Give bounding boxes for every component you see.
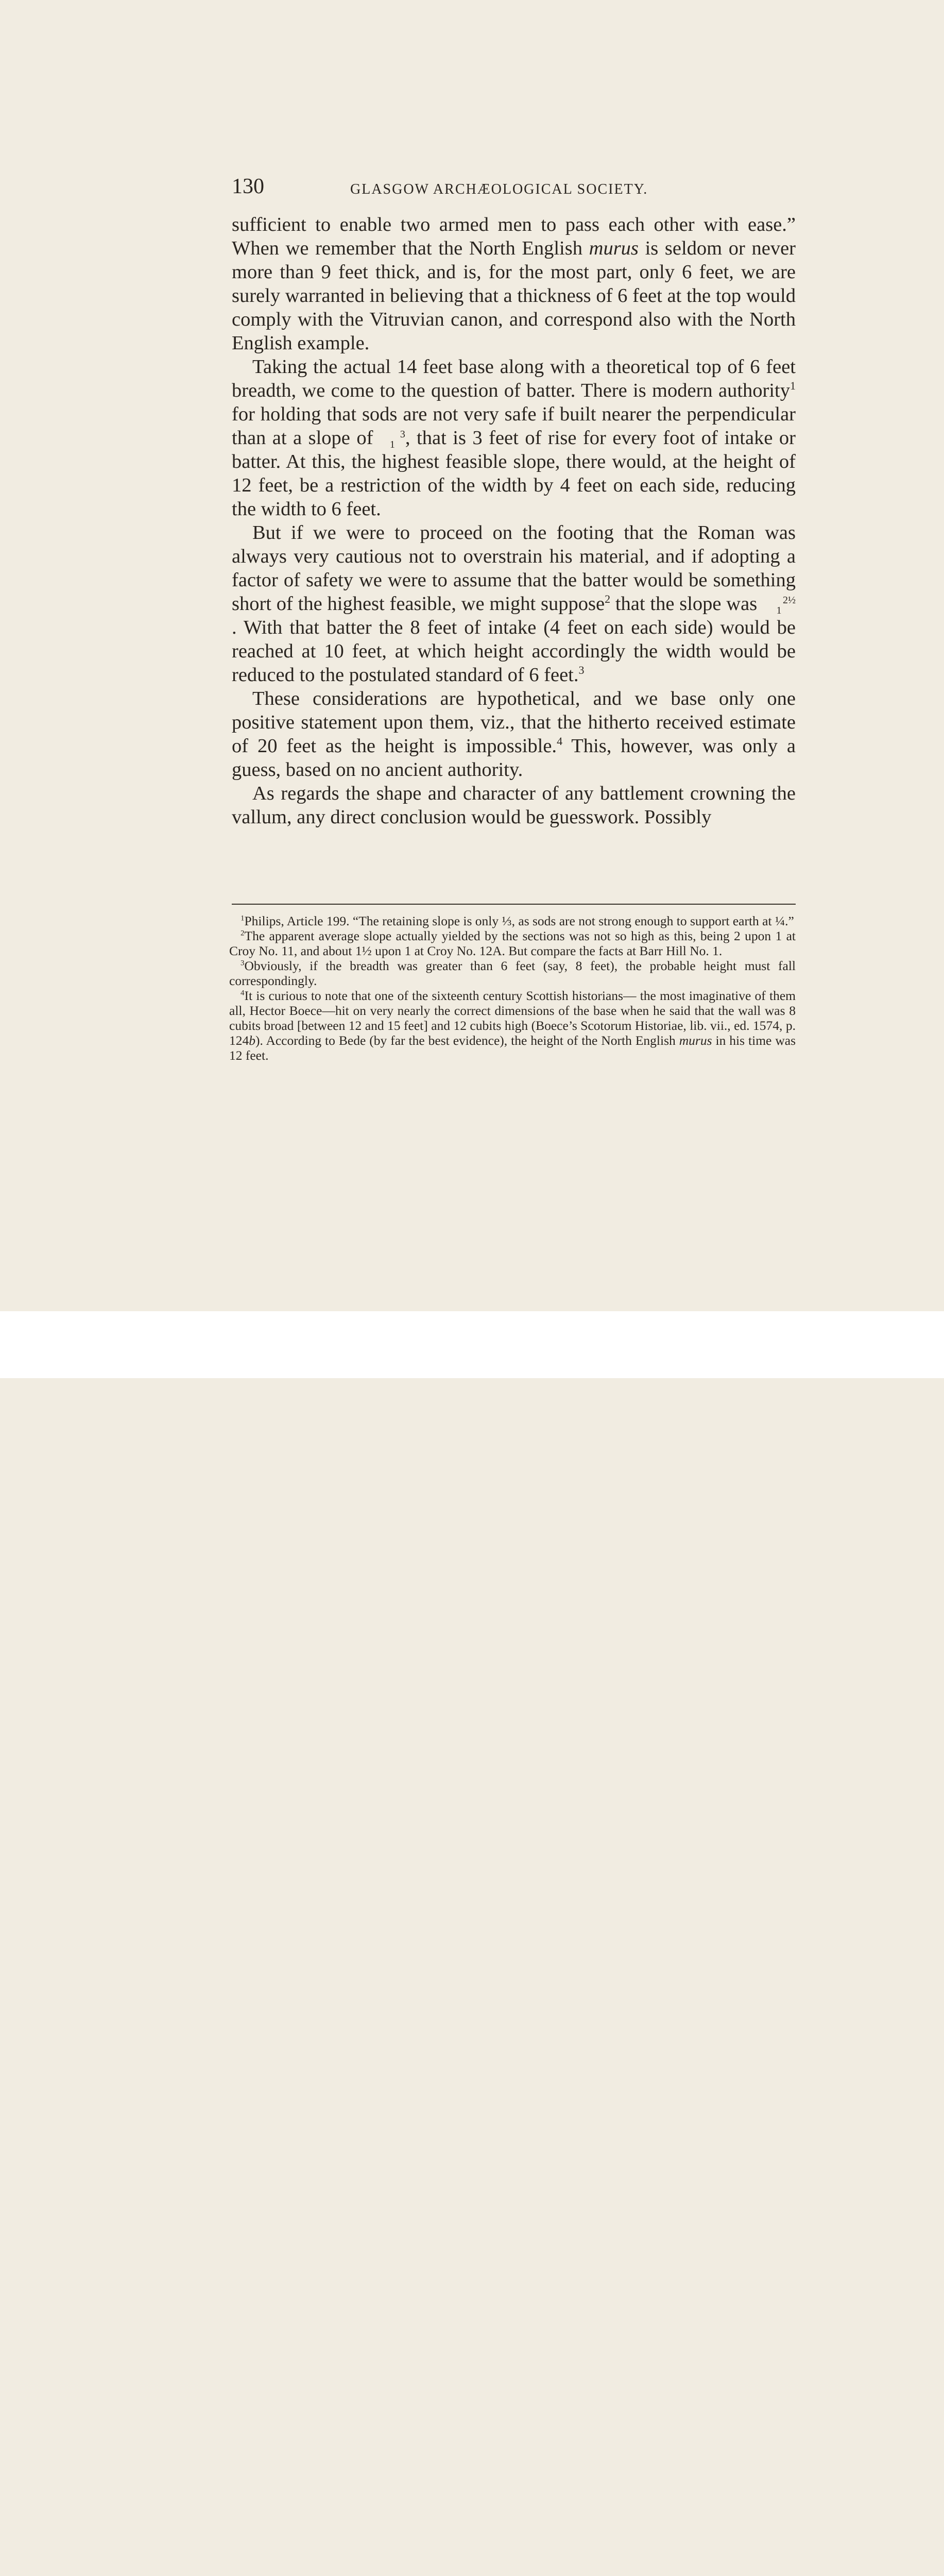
paragraph	[232, 782, 796, 829]
footnote-mark: 2	[241, 929, 245, 938]
text-run: . With that batter the 8 feet of intake (4 feet on each side) would be reached at 10 feet, at which height accordingly the width would be reduced to the postulated standard of 6 feet.	[232, 617, 796, 686]
text-run: , that is 3 feet of rise for every foot of intake or batter. At this, the highest feasible slope, there would, at the height of 12 feet, be a restriction of the width by 4 feet on each side, reducing the width to 6 feet.	[232, 427, 796, 520]
fraction	[380, 429, 405, 450]
viewer-footer	[0, 1311, 944, 1378]
text-run: for holding that sods are not very safe if built nearer the perpendicular than at a slope of	[232, 403, 796, 449]
page-header	[232, 174, 798, 205]
page-number: 130	[232, 175, 264, 198]
footnote	[229, 928, 796, 958]
footnote	[229, 913, 796, 928]
footnote-text: Obviously, if the breadth was greater than 6 feet (say, 8 feet), the probable height must fall correspondingly.	[229, 958, 796, 988]
italic-text: b	[249, 1033, 255, 1048]
text-run: is seldom or never more than 9 feet thick, and is, for the most part, only 6 feet, we are surely warranted in believing that a thickness of 6 feet at the top would comply with the Vitruvian canon, and correspond also with the North English example.	[232, 238, 796, 354]
footnote-ref: 4	[557, 735, 563, 748]
running-head: GLASGOW ARCHÆOLOGICAL SOCIETY.	[350, 181, 648, 197]
footnote-text: in his time was 12 feet.	[229, 1033, 796, 1063]
text-run: This, however, was only a guess, based on no ancient authority.	[232, 735, 796, 781]
text-run: These considerations are hypothetical, and we base only one positive statement upon them, viz., that the hitherto received estimate of 20 feet as the height is impossible.	[232, 688, 796, 757]
footnote-mark: 1	[241, 914, 245, 923]
text-run: Taking the actual 14 feet base along with a theoretical top of 6 feet breadth, we come to the question of batter. There is modern authority	[232, 356, 796, 401]
footnote-mark: 3	[241, 959, 245, 968]
footnote-mark: 4	[241, 989, 245, 997]
footnote	[229, 958, 796, 988]
paragraph	[232, 521, 796, 687]
fraction-numerator: 3	[400, 429, 405, 440]
footnote-text: ). According to Bede (by far the best evidence), the height of the North English	[255, 1033, 679, 1048]
fraction	[762, 595, 796, 616]
text-run: But if we were to proceed on the footing that the Roman was always very cautious not to overstrain his material, and if adopting a factor of safety we were to assume that the batter would be something short of the highest feasible, we might suppose	[232, 522, 796, 615]
footnote-text: The apparent average slope actually yielded by the sections was not so high as this, being 2 upon 1 at Croy No. 11, and about 1½ upon 1 at Croy No. 12A. But compare the facts at Barr Hill No. 1.	[229, 928, 796, 958]
paragraph	[232, 687, 796, 782]
footnote-ref: 1	[790, 379, 796, 393]
footnote	[229, 988, 796, 1063]
paragraph	[232, 355, 796, 521]
fraction-numerator: 2½	[782, 595, 796, 606]
fraction-denominator: 1	[776, 605, 782, 617]
fraction-denominator: 1	[389, 439, 395, 451]
footnote-divider	[232, 904, 796, 905]
footnote-text: It is curious to note that one of the sixteenth century Scottish historians— the most imaginative of them all, Hector Boece—hit on very nearly the correct dimensions of the base when he said that the wall was 8 cubits broad [between 12 and 15 feet] and 12 cubits high (Boece’s Scotorum Historiae, lib. vii., ed. 1574, p. 124	[229, 988, 796, 1048]
italic-text: murus	[679, 1033, 712, 1048]
footnote-text: Philips, Article 199. “The retaining slope is only ⅓, as sods are not strong enough to support earth at ¼.”	[244, 913, 794, 928]
text-run: sufficient to enable two armed men to pass each other with ease.” When we remember that the North English	[232, 214, 796, 259]
footnotes	[229, 913, 796, 1063]
footnote-ref: 3	[578, 664, 585, 677]
footnote-ref: 2	[605, 592, 611, 606]
text-run: As regards the shape and character of any battlement crowning the vallum, any direct conclusion would be guesswork. Possibly	[232, 783, 796, 828]
body-text	[232, 213, 796, 829]
paragraph	[232, 213, 796, 355]
text-run: that the slope was	[610, 593, 762, 615]
italic-text: murus	[589, 238, 639, 259]
